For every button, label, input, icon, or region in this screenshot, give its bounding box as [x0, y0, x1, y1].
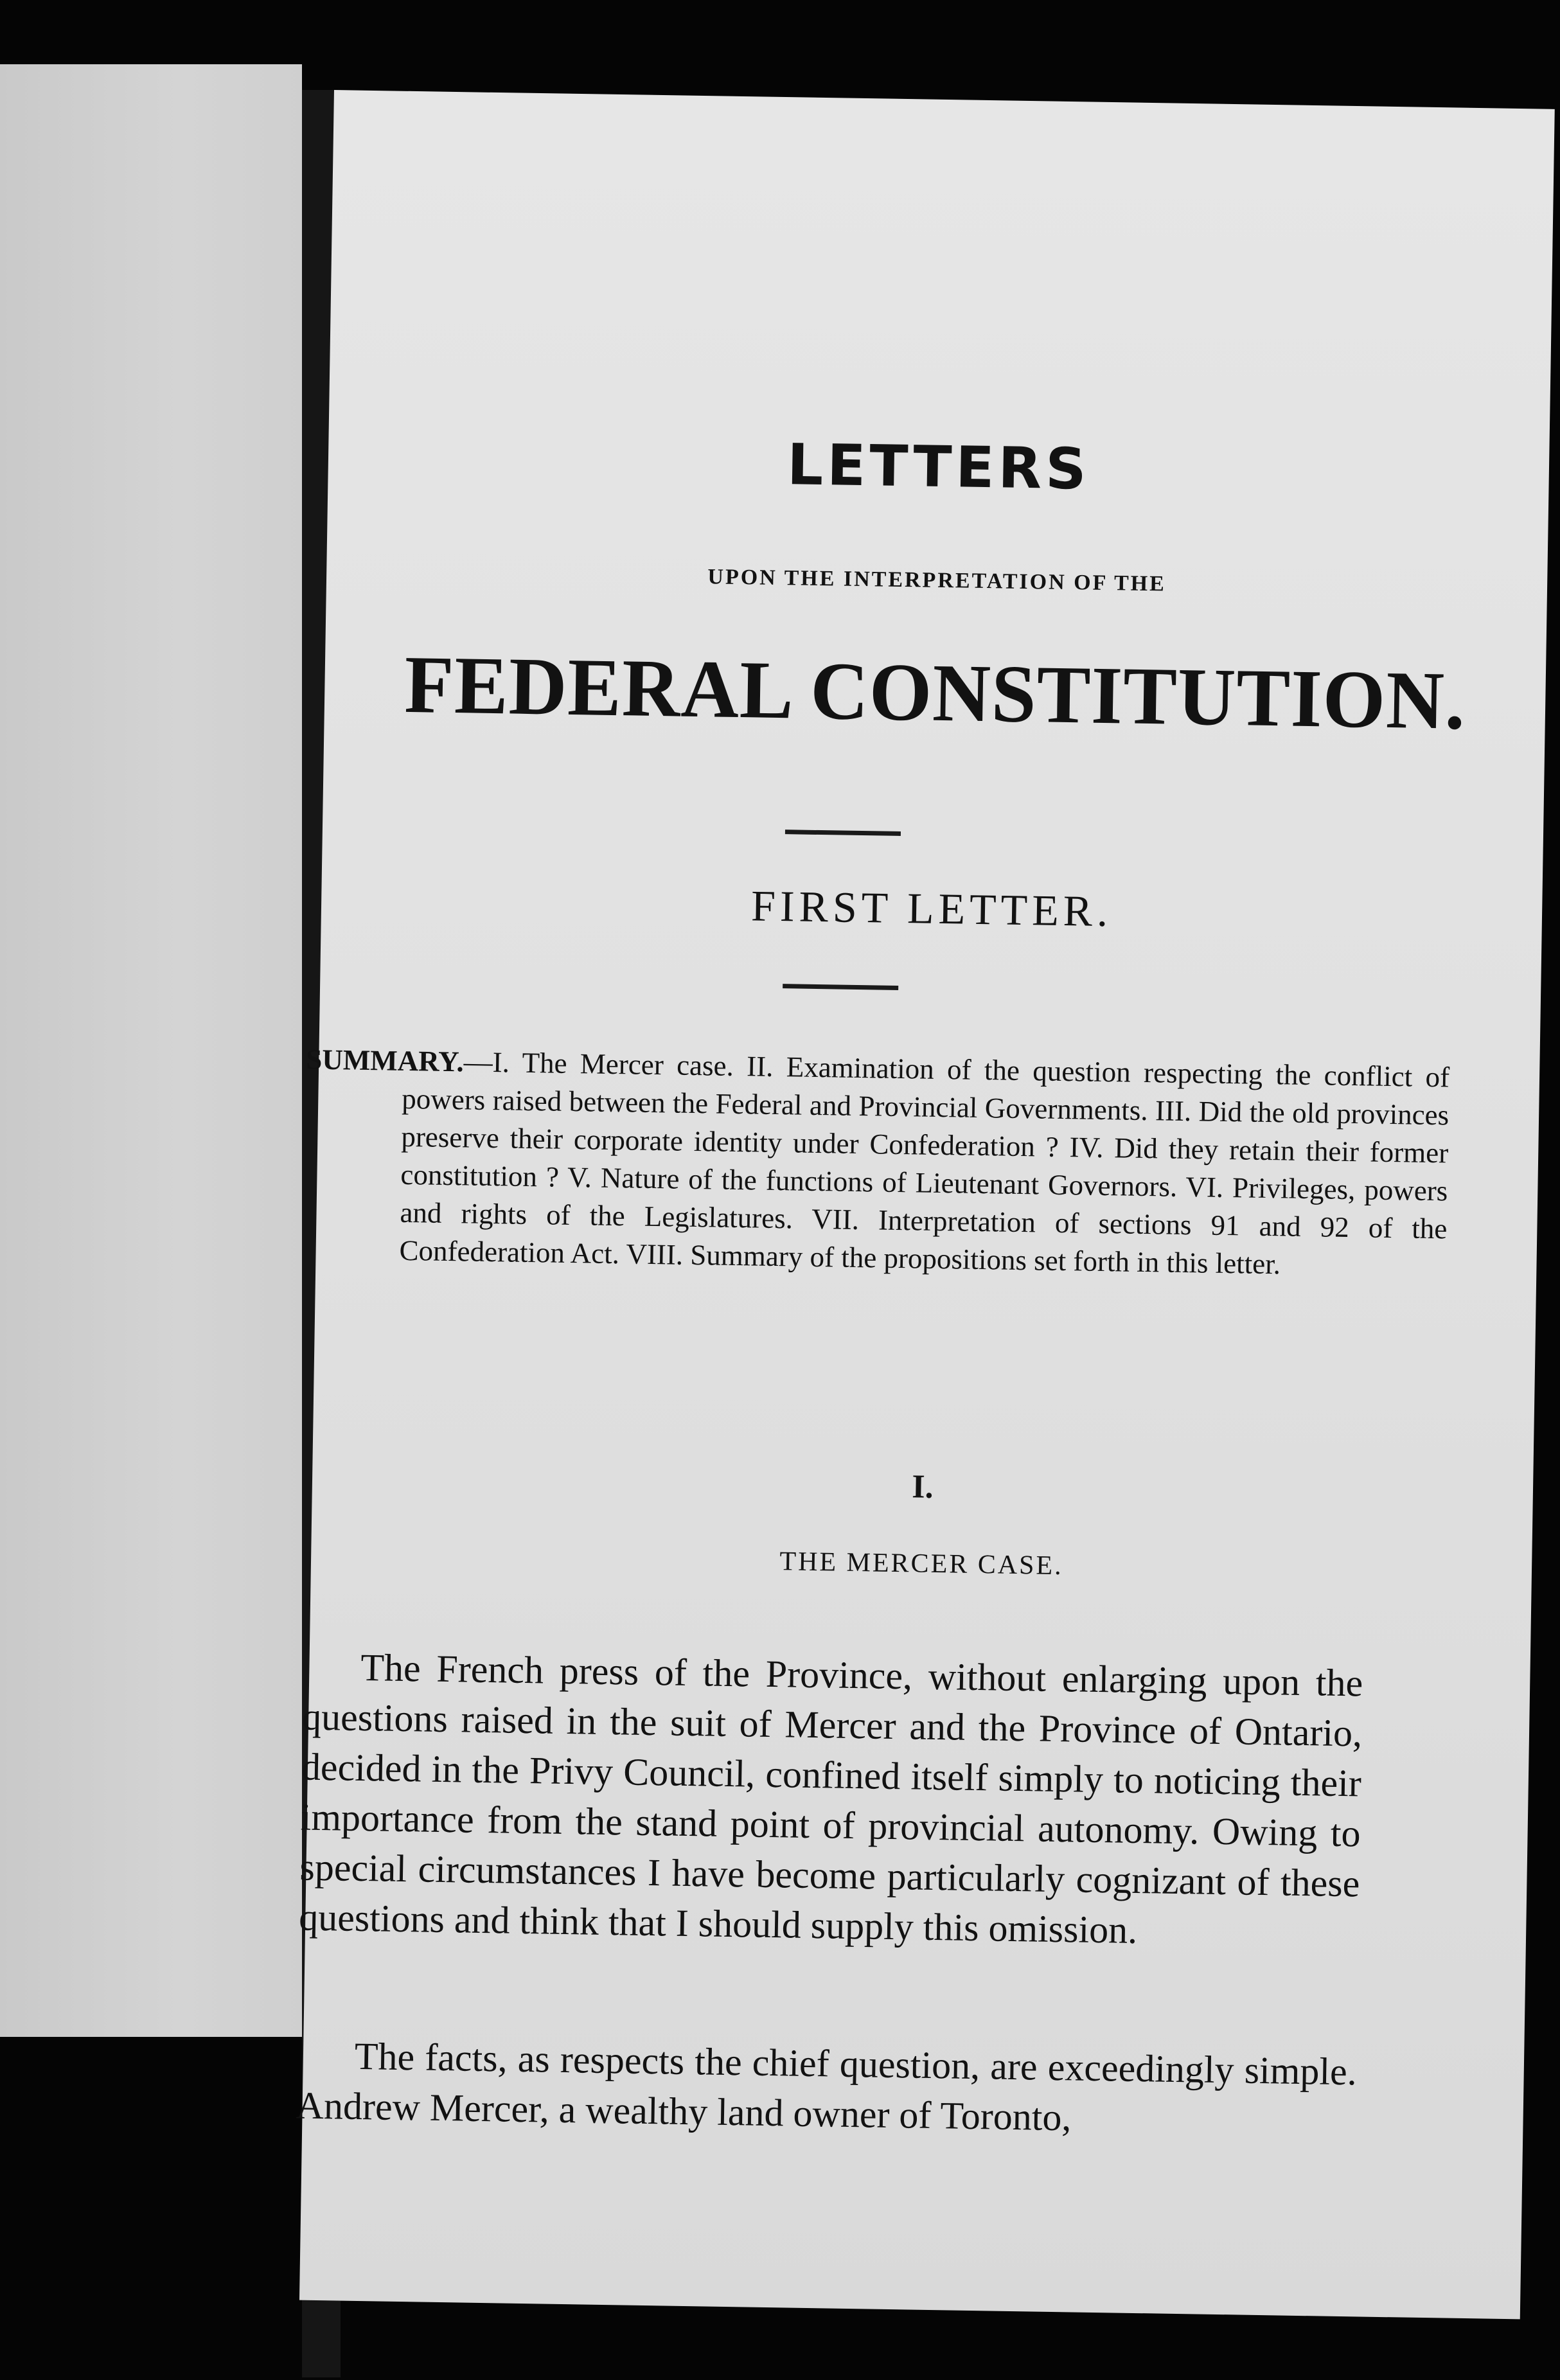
left-page-edge — [0, 64, 302, 2037]
body-paragraph: The French press of the Province, without enlarging upon the questions raised in the suit of Mercer and the Province of Ontario, decided in the Privy Council, confined itself simply to noticing their importance from the stand point of provincial autonomy. Owing to special circumstances I have become particularly cognizant of these questions and think that I should supply this omission. — [298, 1646, 1363, 1951]
summary-block — [303, 1041, 1449, 1286]
main-title: FEDERAL CONSTITUTION. — [403, 638, 1467, 747]
summary-text: —I. The Mercer case. II. Examination of the question respecting the conflict of powers raised between the Federal and Provincial Governments. III. Did the old provinces preserve their corporate identity under Confederation ? IV. Did they retain their former constitution ? V. Nature of the functions of Lieutenant Governors. VI. Privileges, powers and rights of the Legislatures. VII. Interpretation of sections 91 and 92 of the Confederation Act. VIII. Summary of the propositions set forth in this letter. — [399, 1045, 1450, 1281]
document-page — [296, 90, 1555, 2319]
section-numeral: I. — [911, 1468, 934, 1505]
body-paragraph: The facts, as respects the chief question, are exceedingly simple. Andrew Mercer, a wealthy land owner of Toronto, — [296, 2034, 1358, 2139]
page-title: LETTERS — [786, 431, 1091, 502]
divider-rule-top — [785, 830, 901, 836]
page-subtitle: UPON THE INTERPRETATION OF THE — [707, 565, 1167, 596]
summary-label: SUMMARY. — [305, 1043, 465, 1078]
letter-heading: FIRST LETTER. — [750, 881, 1113, 936]
section-title: THE MERCER CASE. — [779, 1547, 1064, 1581]
divider-rule-bottom — [783, 984, 898, 990]
